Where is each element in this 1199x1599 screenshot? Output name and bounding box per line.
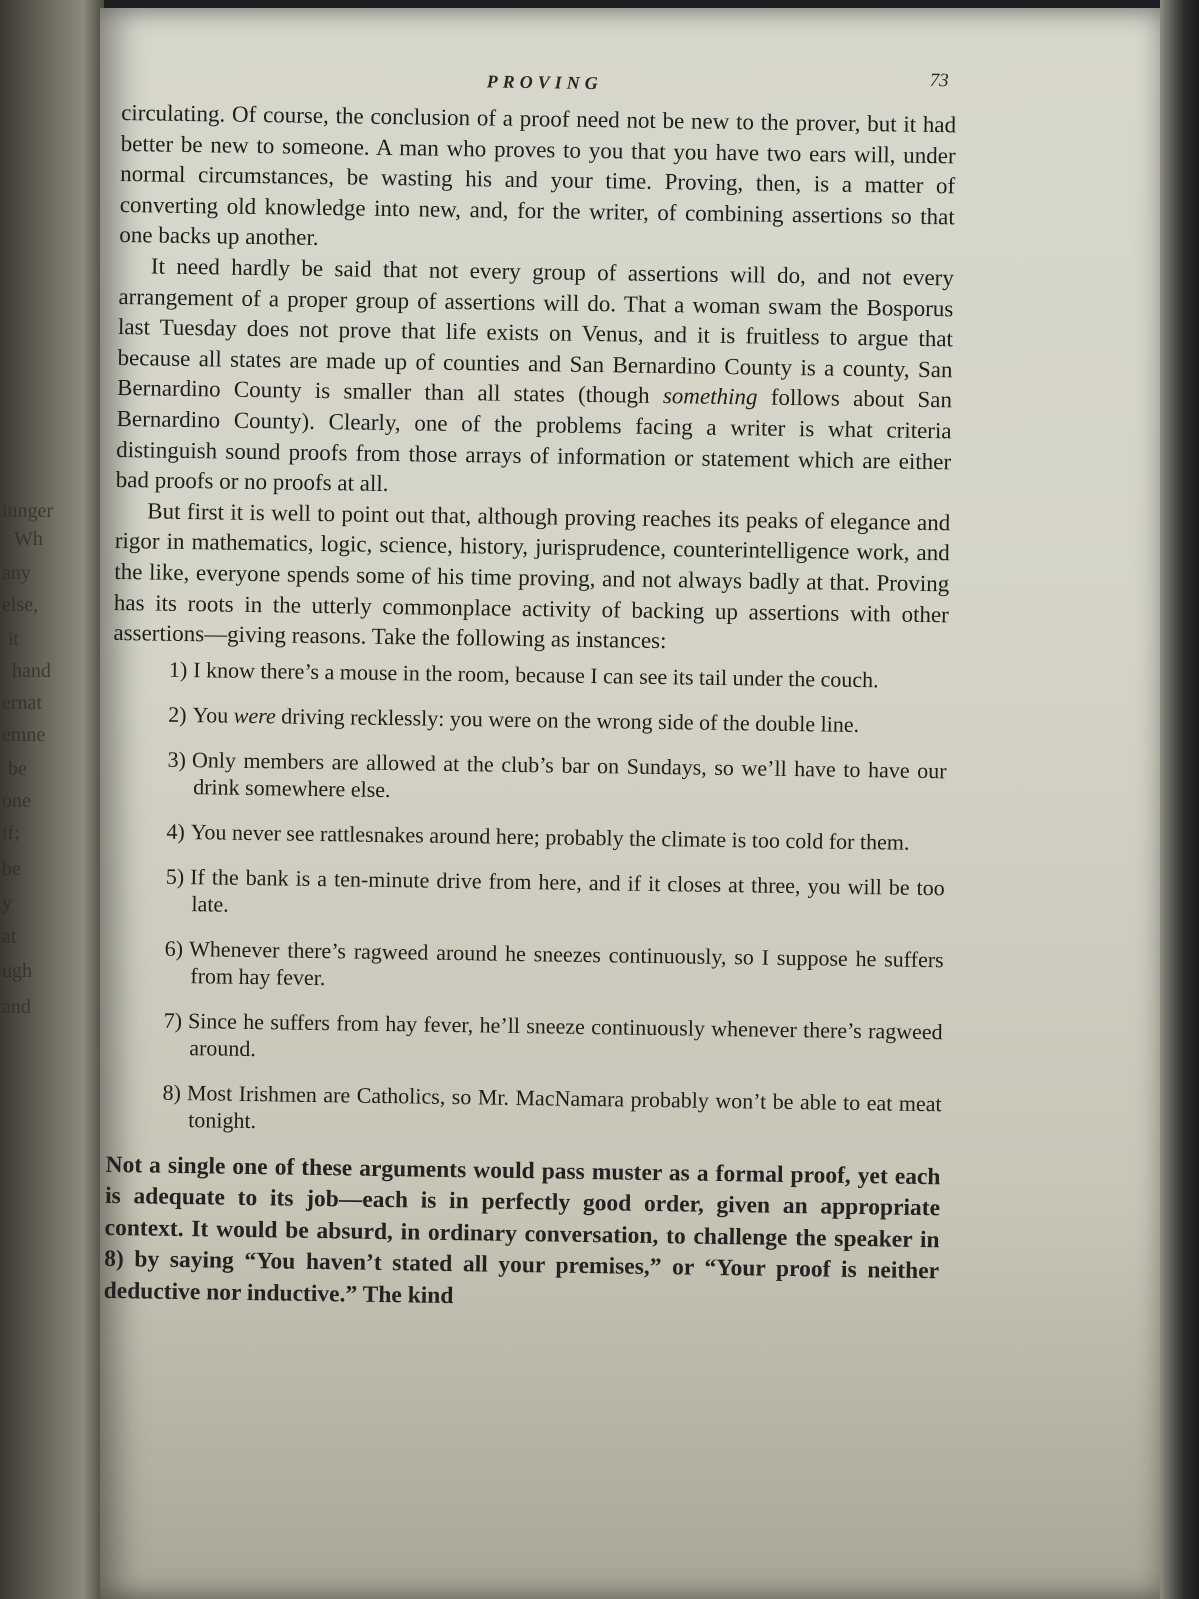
facing-fragment: Wh [14, 528, 43, 550]
example-item [107, 1006, 943, 1072]
facing-fragment: any [2, 562, 31, 584]
example-text: You [192, 701, 234, 728]
paragraph-2-part: follows about San Bernardino County). Clearly, one of the problems facing a writer is what criteria distinguish sound proofs from those arrays of information or statement which are either bad proofs or no proofs at all. [115, 384, 953, 497]
facing-fragment: be [8, 758, 27, 780]
paragraph-2 [116, 251, 955, 508]
page-content [103, 58, 956, 1319]
facing-fragment: if; [2, 822, 20, 844]
facing-fragment: ugh [2, 960, 32, 982]
example-item [106, 1078, 942, 1144]
example-number: 4) [166, 818, 186, 844]
facing-fragment: ernat [2, 692, 42, 714]
example-item [113, 655, 948, 694]
facing-page-edge [0, 0, 104, 1599]
facing-fragment: one [2, 790, 31, 812]
facing-fragment: emne [2, 724, 46, 746]
example-text: Most Irishmen are Catholics, so Mr. MacNamara probably won’t be able to eat meat tonight. [186, 1079, 942, 1133]
example-number: 6) [164, 935, 184, 961]
example-number: 5) [165, 863, 185, 889]
page-number: 73 [929, 69, 949, 92]
example-item [108, 934, 944, 1000]
example-text: Only members are allowed at the club’s bar on Sundays, so we’ll have to have our drink somewhere else. [191, 746, 947, 802]
paragraph-1: circulating. Of course, the conclusion of a proof need not be new to the prover, but it had better be new to someone. A man who proves to you that you have two ears will, under normal circumstances, be wasting his and your time. Proving, then, is a matter of converting old knowledge into new, and, for the writer, of combining assertions so that one backs up another. [119, 99, 957, 251]
example-text: If the bank is a ten-minute drive from here, and if it closes at three, you will be too late. [190, 863, 945, 917]
paragraph-2-emphasis: something [662, 383, 758, 410]
example-text: driving recklessly: you were on the wrong side of the double line. [275, 703, 860, 737]
facing-fragment: iunger [2, 500, 54, 522]
example-number: 7) [163, 1007, 183, 1033]
example-number: 3) [167, 746, 187, 772]
running-head-title: PROVING [486, 71, 603, 94]
facing-fragment: be [2, 858, 21, 880]
example-number: 1) [168, 656, 188, 682]
example-item [111, 745, 947, 811]
example-text: I know there’s a mouse in the room, because I can see its tail under the couch. [193, 656, 879, 692]
paragraph-3: But first it is well to point out that, although proving reaches its peaks of elegance and rigor in mathematics, logic, science, history, jurisprudence, counterintelligence work, and the like, everyone spends some of his time proving, and not always badly at that. Proving has its roots in the utterly commonplace activity of backing up assertions with other assertions—giving reasons. Take the following as instances: [113, 498, 951, 654]
paragraph-2-part: It need hardly be said that not every group of assertions will do, and not every arrangement of a proper group of assertions will do. That a woman swam the Bosporus last Tuesday does not prove that life exists on Venus, and it is fruitless to argue that because all states are made up of counties and San Bernardino County is a county, San Bernardino County is smaller than all states (though [116, 253, 955, 409]
facing-fragment: y [2, 892, 12, 914]
example-item [110, 817, 945, 856]
facing-fragment: at [2, 926, 17, 948]
facing-fragment: else, [2, 594, 39, 616]
example-list [106, 655, 948, 1144]
example-text: Whenever there’s ragweed around he sneezes continuously, so I suppose he suffers from hay fever. [188, 935, 944, 990]
facing-fragment: and [2, 996, 31, 1018]
example-text: Since he suffers from hay fever, he’ll sneeze continuously whenever there’s ragweed around. [187, 1007, 943, 1061]
example-item [109, 862, 945, 928]
example-number: 8) [162, 1079, 182, 1105]
example-number: 2) [168, 701, 187, 727]
example-emphasis: were [233, 702, 276, 729]
example-item [112, 700, 947, 739]
photo-right-edge [1160, 0, 1199, 1599]
example-text: You never see rattlesnakes around here; probably the climate is too cold for them. [190, 818, 910, 855]
facing-fragment: hand [12, 660, 51, 682]
facing-fragment: it [8, 628, 20, 650]
paragraph-4: Not a single one of these arguments would pass muster as a formal proof, yet each is adequate to its job—each is in perfectly good order, given an appropriate context. It would be absurd, in ordinary conversation, to challenge the speaker in 8) by saying “You haven’t stated all your premises,” or “Your proof is neither deductive nor inductive.” The kind [103, 1151, 941, 1309]
